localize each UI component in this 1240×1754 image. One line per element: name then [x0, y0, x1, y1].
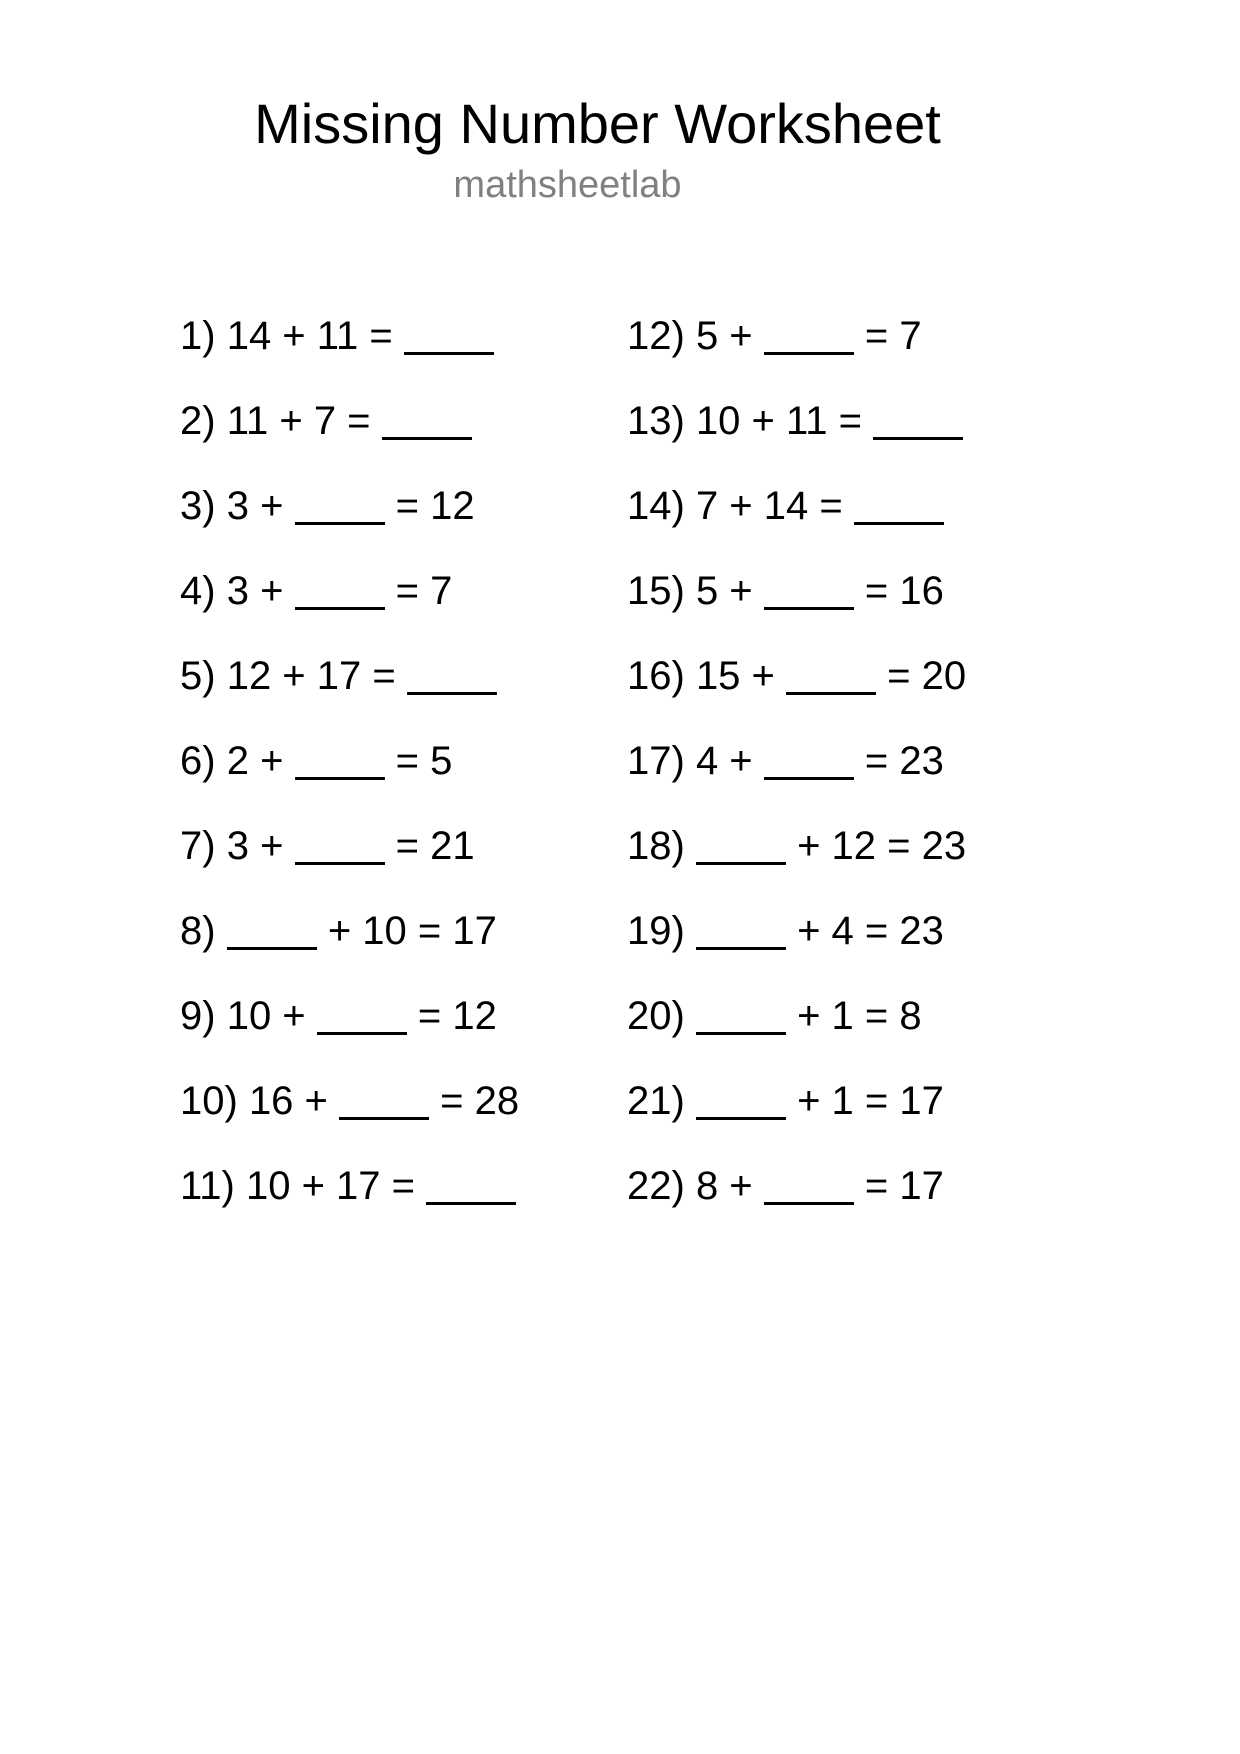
answer-blank[interactable] — [764, 743, 854, 780]
problem-before: 8 + — [695, 1164, 753, 1208]
problem-number: 14) — [627, 484, 685, 528]
problem-number: 5) — [180, 654, 216, 698]
problem-row — [627, 907, 966, 992]
answer-blank[interactable] — [227, 913, 317, 950]
answer-blank[interactable] — [295, 743, 385, 780]
problem-row — [627, 1077, 966, 1162]
problem-before: 3 + — [226, 569, 284, 613]
problem-after: + 1 = 17 — [797, 1079, 944, 1123]
problem-after: = 23 — [864, 739, 944, 783]
problem-row — [627, 992, 966, 1077]
problem-before: 12 + 17 = — [226, 654, 396, 698]
problem-before: 14 + 11 = — [226, 314, 393, 358]
answer-blank[interactable] — [404, 318, 494, 355]
problem-number: 13) — [627, 399, 685, 443]
problem-before: 16 + — [248, 1079, 328, 1123]
problem-after: = 12 — [417, 994, 497, 1038]
problem-row — [180, 397, 519, 482]
problem-row — [180, 822, 519, 907]
problem-number: 1) — [180, 314, 216, 358]
problem-number: 22) — [627, 1164, 685, 1208]
problem-after: = 17 — [864, 1164, 944, 1208]
answer-blank[interactable] — [764, 318, 854, 355]
problem-number: 18) — [627, 824, 685, 868]
answer-blank[interactable] — [339, 1083, 429, 1120]
problem-row — [180, 312, 519, 397]
problem-number: 16) — [627, 654, 685, 698]
answer-blank[interactable] — [764, 1168, 854, 1205]
answer-blank[interactable] — [873, 403, 963, 440]
worksheet-subtitle: mathsheetlab — [453, 164, 682, 206]
problem-row — [180, 992, 519, 1077]
problem-row — [180, 482, 519, 567]
problem-after: + 4 = 23 — [797, 909, 944, 953]
problem-row — [180, 652, 519, 737]
problem-after: = 20 — [887, 654, 967, 698]
problem-before: 7 + 14 = — [695, 484, 843, 528]
answer-blank[interactable] — [696, 998, 786, 1035]
problem-number: 10) — [180, 1079, 238, 1123]
answer-blank[interactable] — [786, 658, 876, 695]
answer-blank[interactable] — [295, 828, 385, 865]
problem-number: 12) — [627, 314, 685, 358]
answer-blank[interactable] — [764, 573, 854, 610]
answer-blank[interactable] — [407, 658, 497, 695]
problems-left-column — [180, 312, 519, 1247]
problem-after: = 28 — [440, 1079, 520, 1123]
problem-before: 11 + 7 = — [226, 399, 371, 443]
problem-after: = 7 — [395, 569, 453, 613]
problem-after: + 12 = 23 — [797, 824, 967, 868]
problem-number: 9) — [180, 994, 216, 1038]
worksheet-title: Missing Number Worksheet — [254, 92, 941, 155]
problem-after: = 7 — [864, 314, 922, 358]
answer-blank[interactable] — [854, 488, 944, 525]
problem-number: 3) — [180, 484, 216, 528]
answer-blank[interactable] — [426, 1168, 516, 1205]
problem-before: 10 + 17 = — [245, 1164, 416, 1208]
problem-row — [627, 567, 966, 652]
answer-blank[interactable] — [696, 1083, 786, 1120]
problem-row — [627, 482, 966, 567]
problem-row — [180, 1077, 519, 1162]
answer-blank[interactable] — [696, 828, 786, 865]
problem-row — [627, 312, 966, 397]
answer-blank[interactable] — [295, 573, 385, 610]
problem-after: + 10 = 17 — [327, 909, 497, 953]
problem-row — [180, 907, 519, 992]
problem-row — [627, 1162, 966, 1247]
problem-before: 4 + — [695, 739, 753, 783]
answer-blank[interactable] — [317, 998, 407, 1035]
problem-after: = 16 — [864, 569, 944, 613]
problem-number: 17) — [627, 739, 685, 783]
problem-before: 15 + — [695, 654, 775, 698]
problem-number: 11) — [180, 1164, 235, 1208]
problem-after: = 21 — [395, 824, 475, 868]
problem-row — [627, 737, 966, 822]
problem-number: 2) — [180, 399, 216, 443]
problem-number: 20) — [627, 994, 685, 1038]
problem-before: 5 + — [695, 569, 753, 613]
problem-before: 3 + — [226, 824, 284, 868]
problem-row — [180, 1162, 519, 1247]
problem-before: 10 + 11 = — [695, 399, 863, 443]
problem-number: 19) — [627, 909, 685, 953]
problem-row — [627, 822, 966, 907]
problem-before: 5 + — [695, 314, 753, 358]
problems-right-column — [627, 312, 966, 1247]
problem-number: 8) — [180, 909, 216, 953]
problem-before: 3 + — [226, 484, 284, 528]
problem-row — [627, 652, 966, 737]
problem-number: 4) — [180, 569, 216, 613]
problem-row — [627, 397, 966, 482]
problem-number: 15) — [627, 569, 685, 613]
problem-after: = 5 — [395, 739, 453, 783]
problem-before: 2 + — [226, 739, 284, 783]
problem-number: 7) — [180, 824, 216, 868]
answer-blank[interactable] — [295, 488, 385, 525]
problem-row — [180, 737, 519, 822]
problem-number: 6) — [180, 739, 216, 783]
problem-after: + 1 = 8 — [797, 994, 922, 1038]
answer-blank[interactable] — [696, 913, 786, 950]
problem-number: 21) — [627, 1079, 685, 1123]
problem-after: = 12 — [395, 484, 475, 528]
problem-before: 10 + — [226, 994, 306, 1038]
answer-blank[interactable] — [382, 403, 472, 440]
problem-row — [180, 567, 519, 652]
